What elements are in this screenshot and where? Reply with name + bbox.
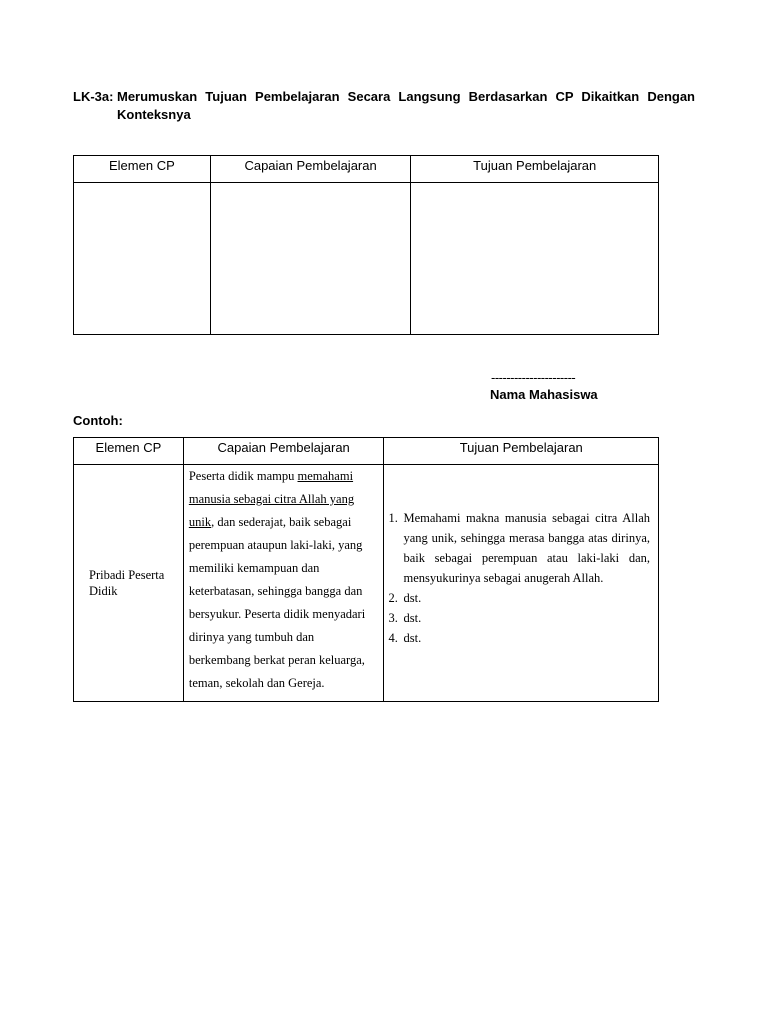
- worksheet-table: [73, 155, 659, 335]
- tujuan-list-item: [388, 588, 650, 608]
- example-header-tujuan-pembelajaran: Tujuan Pembelajaran: [384, 438, 659, 465]
- tujuan-item-text: dst.: [403, 611, 422, 625]
- signature-name: Nama Mahasiswa: [490, 387, 598, 402]
- worksheet-title: Merumuskan Tujuan Pembelajaran Secara Langsung Berdasarkan CP Dikaitkan Dengan Konteksnya: [117, 89, 695, 122]
- empty-capaian-cell[interactable]: [210, 183, 411, 335]
- example-capaian-cell: [183, 465, 384, 702]
- tujuan-item-text: Memahami makna manusia sebagai citra Allah yang unik, sehingga merasa bangga atas dirinya, baik sebagai perempuan atau laki-laki dan, mensyukurinya sebagai anugerah Allah.: [403, 511, 650, 585]
- example-row: [74, 465, 659, 702]
- header-elemen-cp: Elemen CP: [74, 156, 211, 183]
- worksheet-code: LK-3a:: [73, 89, 114, 104]
- tujuan-list-item: [388, 628, 650, 648]
- example-tujuan-cell: [384, 465, 659, 702]
- tujuan-item-number: 3.: [388, 611, 398, 625]
- example-elemen-cell: Pribadi Peserta Didik: [74, 465, 184, 702]
- capaian-text-start: Peserta didik mampu: [188, 469, 298, 483]
- header-tujuan-pembelajaran: Tujuan Pembelajaran: [411, 156, 659, 183]
- empty-tujuan-cell[interactable]: [411, 183, 659, 335]
- tujuan-item-number: 2.: [388, 591, 398, 605]
- tujuan-item-text: dst.: [403, 631, 422, 645]
- example-header-elemen-cp: Elemen CP: [74, 438, 184, 465]
- tujuan-item-number: 4.: [388, 631, 398, 645]
- example-label: Contoh:: [73, 413, 123, 428]
- capaian-text-end: , dan sederajat, baik sebagai perempuan ataupun laki-laki, yang memiliki kemampuan dan keterbatasan, sehingga bangga dan bersyukur. Peserta didik menyadari dirinya yang tumbuh dan berkembang berkat peran keluarga, teman, sekolah dan Gereja.: [188, 515, 366, 690]
- tujuan-item-text: dst.: [403, 591, 422, 605]
- capaian-underlined-text: memahami manusia sebagai citra Allah yang unik: [188, 469, 355, 529]
- worksheet-heading: [73, 88, 695, 124]
- tujuan-item-number: 1.: [388, 511, 398, 525]
- signature-line: ----------------------: [491, 370, 576, 385]
- empty-elemen-cell[interactable]: [74, 183, 211, 335]
- tujuan-list: [388, 508, 650, 648]
- header-capaian-pembelajaran: Capaian Pembelajaran: [210, 156, 411, 183]
- tujuan-list-item: [388, 508, 650, 588]
- example-table: [73, 437, 659, 702]
- header-row: [74, 156, 659, 183]
- example-header-capaian-pembelajaran: Capaian Pembelajaran: [183, 438, 384, 465]
- tujuan-list-item: [388, 608, 650, 628]
- empty-row: [74, 183, 659, 335]
- example-header-row: [74, 438, 659, 465]
